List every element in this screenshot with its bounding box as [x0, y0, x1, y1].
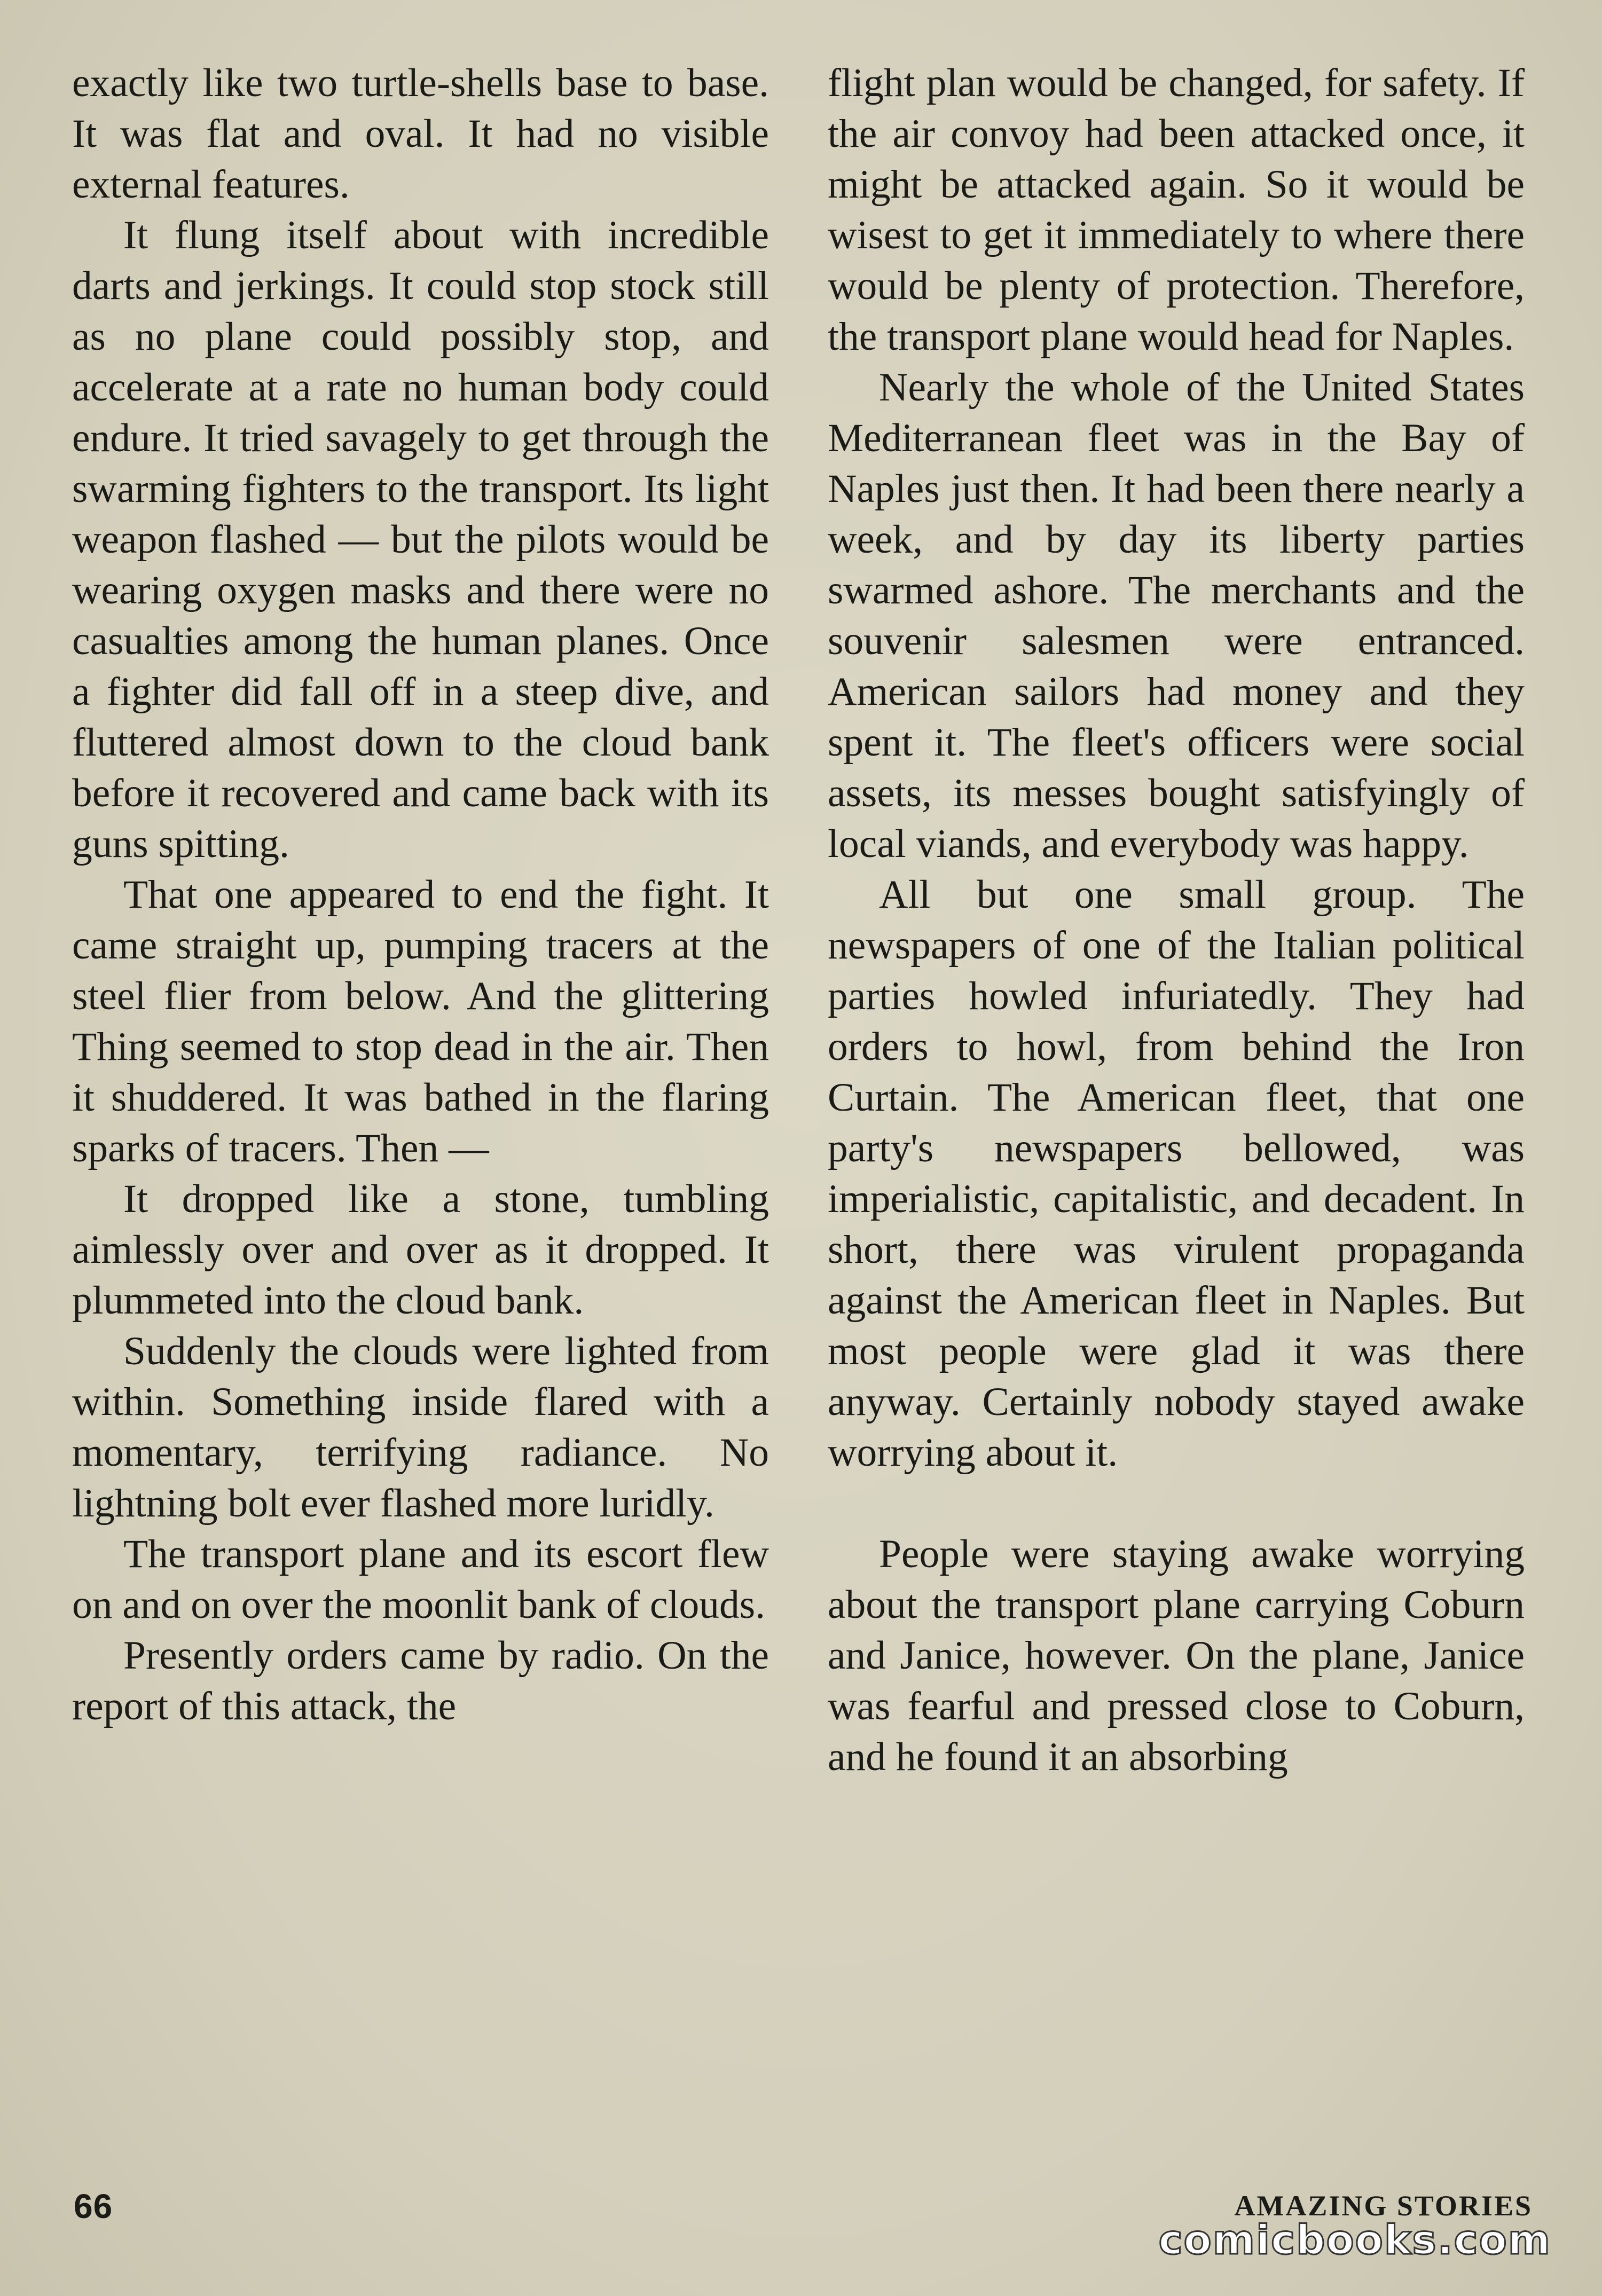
left-column [72, 58, 769, 1732]
paragraph: People were staying awake worrying about the transport plane carrying Coburn and Janice, however. On the plane, Janice was fearful and pressed close to Coburn, and he found it an absorbing [828, 1532, 1525, 1779]
paragraph: Suddenly the clouds were lighted from within. Something inside flared with a momentary, terrifying radiance. No lightning bolt ever flashed more luridly. [72, 1329, 769, 1526]
right-column [828, 58, 1525, 1782]
paragraph: That one appeared to end the fight. It came straight up, pumping tracers at the steel flier from below. And the glittering Thing seemed to stop dead in the air. Then it shuddered. It was bathed in the flaring sparks of tracers. Then — [72, 872, 769, 1170]
watermark: comicbooks.com [1158, 2216, 1551, 2263]
paragraph: Presently orders came by radio. On the report of this attack, the [72, 1633, 769, 1728]
paragraph: It flung itself about with incredible darts and jerkings. It could stop stock still as no plane could possibly stop, and accelerate at a rate no human body could endure. It tried savagely to get through the swarming fighters to the transport. Its light weapon flashed — but the pilots would be wearing oxygen masks and there were no casualties among the human planes. Once a fighter did fall off in a steep dive, and fluttered almost down to the cloud bank before it recovered and came back with its guns spitting. [72, 213, 769, 866]
paragraph: It dropped like a stone, tumbling aimlessly over and over as it dropped. It plummeted into the cloud bank. [72, 1177, 769, 1323]
paragraph: All but one small group. The newspapers of one of the Italian political parties howled infuriatedly. They had orders to howl, from behind the Iron Curtain. The American fleet, that one party's newspapers bellowed, was imperialistic, capitalistic, and decadent. In short, there was virulent propaganda against the American fleet in Naples. But most people were glad it was there anyway. Certainly nobody stayed awake worrying about it. [828, 872, 1525, 1475]
paragraph: Nearly the whole of the United States Mediterranean fleet was in the Bay of Naples just then. It had been there nearly a week, and by day its liberty parties swarmed ashore. The merchants and the souvenir salesmen were entranced. American sailors had money and they spent it. The fleet's officers were social assets, its messes bought satisfyingly of local viands, and everybody was happy. [828, 365, 1525, 866]
page-number: 66 [74, 2187, 113, 2226]
paragraph: flight plan would be changed, for safety. If the air convoy had been attacked once, it might be attacked again. So it would be wisest to get it immediately to where there would be plenty of protection. Therefore, the transport plane would head for Naples. [828, 61, 1525, 359]
running-head: AMAZING STORIES [1234, 2190, 1533, 2222]
paragraph: The transport plane and its escort flew on and on over the moonlit bank of clouds. [72, 1532, 769, 1627]
paragraph: exactly like two turtle-shells base to base. It was flat and oval. It had no visible external features. [72, 61, 769, 207]
